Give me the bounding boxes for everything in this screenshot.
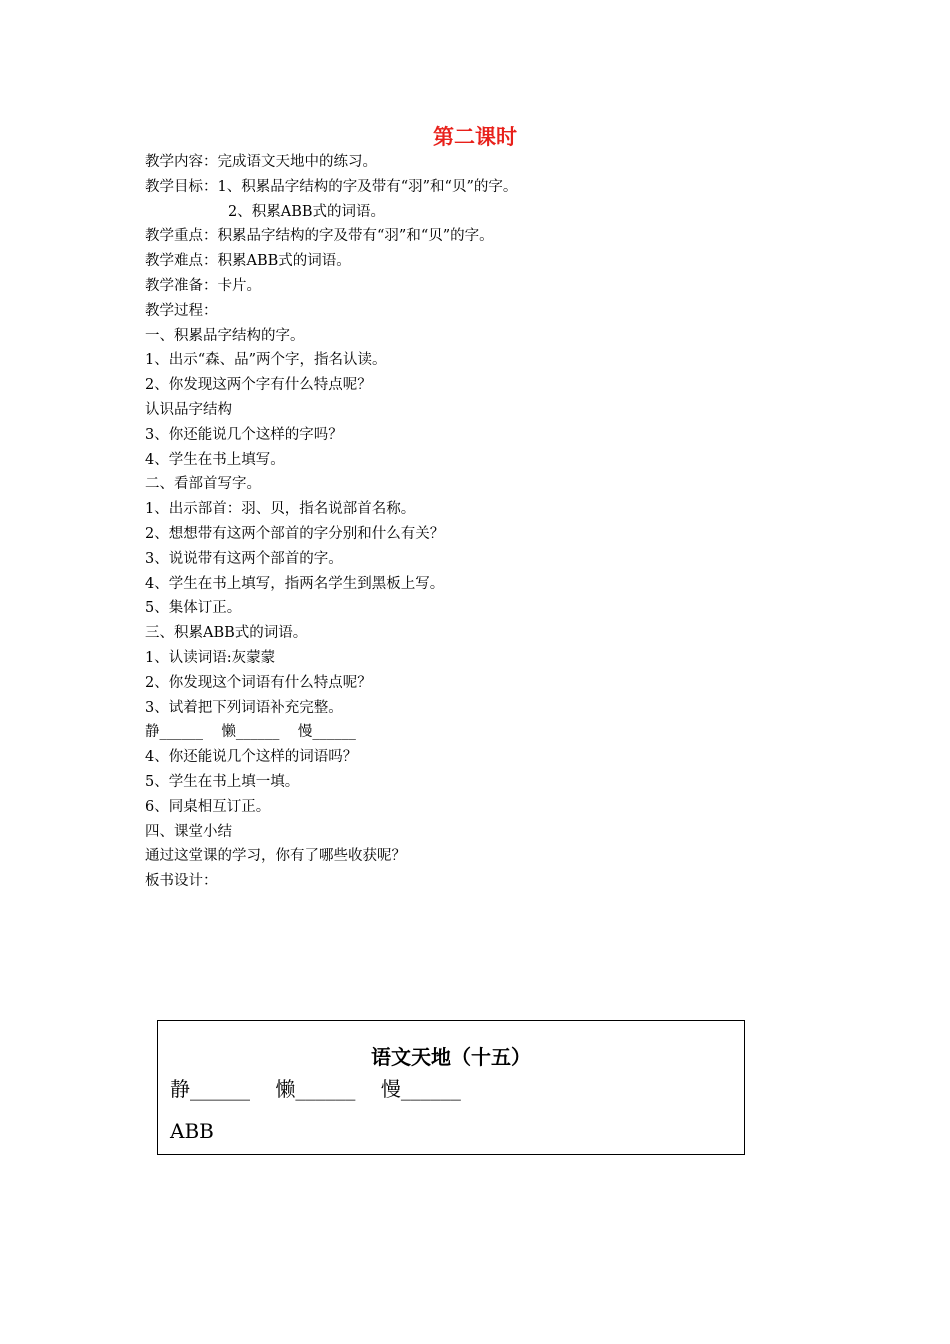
fill-in-words: 静______ 懒______ 慢______ [145, 724, 356, 741]
page-title: 第二课时 [433, 124, 517, 149]
lesson-plan-body [145, 150, 785, 894]
text-line: 教学重点：积累品字结构的字及带有“羽”和“贝”的字。 [145, 228, 494, 245]
text-line: 4、你还能说几个这样的词语吗？ [145, 749, 358, 766]
text-line: 3、试着把下列词语补充完整。 [145, 699, 343, 716]
text-line: 教学难点：积累ABB式的词语。 [145, 253, 351, 270]
text-line: 4、学生在书上填写。 [145, 451, 285, 468]
text-line: 教学过程： [145, 302, 218, 319]
section-heading: 三、积累ABB式的词语。 [145, 625, 308, 642]
section-heading: 二、看部首写字。 [145, 476, 261, 493]
text-line: 5、学生在书上填一填。 [145, 773, 300, 790]
text-line: 1、认读词语:灰蒙蒙 [145, 649, 276, 666]
text-line: 2、你发现这两个字有什么特点呢？ [145, 377, 372, 394]
text-line: 2、想想带有这两个部首的字分别和什么有关？ [145, 525, 445, 542]
text-line: 3、说说带有这两个部首的字。 [145, 550, 343, 567]
blackboard-design-box [157, 1020, 745, 1155]
text-line: 2、你发现这个词语有什么特点呢？ [145, 674, 372, 691]
section-heading: 四、课堂小结 [145, 823, 232, 840]
text-line: 3、你还能说几个这样的字吗？ [145, 426, 343, 443]
text-line: 板书设计： [145, 873, 218, 890]
text-line: 教学准备：卡片。 [145, 277, 261, 294]
text-line: 2、积累ABB式的词语。 [228, 203, 386, 220]
board-title: 语文天地（十五） [371, 1045, 531, 1069]
text-line: 通过这堂课的学习，你有了哪些收获呢？ [145, 848, 406, 865]
board-fill-in-words: 静______ 懒______ 慢______ [170, 1077, 461, 1101]
section-heading: 一、积累品字结构的字。 [145, 327, 305, 344]
text-line: 4、学生在书上填写，指两名学生到黑板上写。 [145, 575, 445, 592]
text-line: 教学内容：完成语文天地中的练习。 [145, 154, 377, 170]
text-line: 1、出示“森、品”两个字，指名认读。 [145, 352, 387, 369]
text-line: 6、同桌相互订正。 [145, 798, 271, 815]
text-line: 5、集体订正。 [145, 600, 242, 617]
text-line: 1、出示部首：羽、贝，指名说部首名称。 [145, 501, 416, 518]
board-abb-label: ABB [170, 1119, 214, 1143]
text-line: 教学目标：1、积累品字结构的字及带有“羽”和“贝”的字。 [145, 178, 518, 195]
text-line: 认识品字结构 [145, 401, 232, 418]
